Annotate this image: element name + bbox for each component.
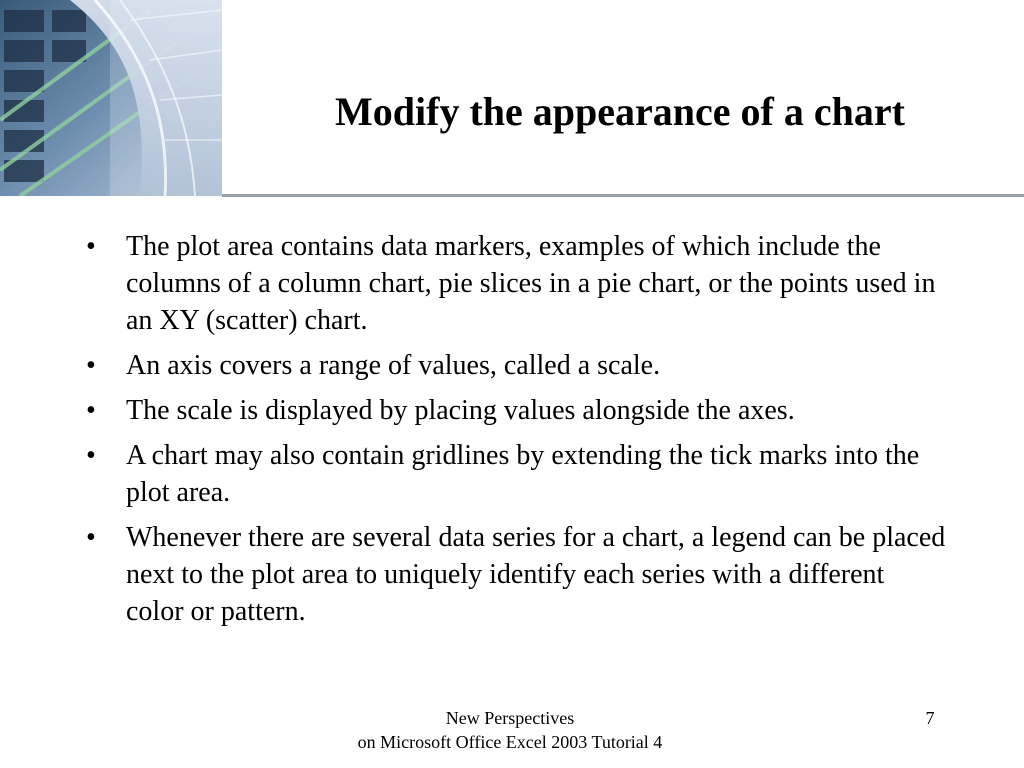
bullet-text: The plot area contains data markers, examples of which include the columns of a column chart, pie slices in a pie chart, or the points used in an XY (scatter) chart. bbox=[126, 231, 936, 336]
bullet-item bbox=[86, 228, 946, 339]
bullet-icon: • bbox=[86, 350, 96, 381]
architectural-photo-icon bbox=[0, 0, 222, 196]
footer-line-2: on Microsoft Office Excel 2003 Tutorial 4 bbox=[357, 732, 663, 752]
slide-title: Modify the appearance of a chart bbox=[335, 89, 905, 134]
bullet-icon: • bbox=[86, 522, 96, 553]
bullet-icon: • bbox=[86, 395, 96, 426]
bullet-item bbox=[86, 437, 946, 511]
bullet-icon: • bbox=[86, 231, 96, 262]
header-divider bbox=[222, 194, 1024, 197]
bullet-item bbox=[86, 347, 946, 384]
footer bbox=[300, 706, 720, 754]
footer-line-1: New Perspectives bbox=[445, 708, 575, 728]
bullet-text: A chart may also contain gridlines by extending the tick marks into the plot area. bbox=[126, 440, 920, 508]
bullet-text: Whenever there are several data series for a chart, a legend can be placed next to the plot area to uniquely identify each series with a different color or pattern. bbox=[126, 522, 946, 627]
bullet-list bbox=[86, 228, 946, 638]
bullet-item bbox=[86, 392, 946, 429]
bullet-item bbox=[86, 519, 946, 630]
page-number: 7 bbox=[925, 708, 935, 728]
bullet-text: The scale is displayed by placing values alongside the axes. bbox=[126, 395, 795, 426]
bullet-text: An axis covers a range of values, called a scale. bbox=[126, 350, 661, 381]
bullet-icon: • bbox=[86, 440, 96, 471]
